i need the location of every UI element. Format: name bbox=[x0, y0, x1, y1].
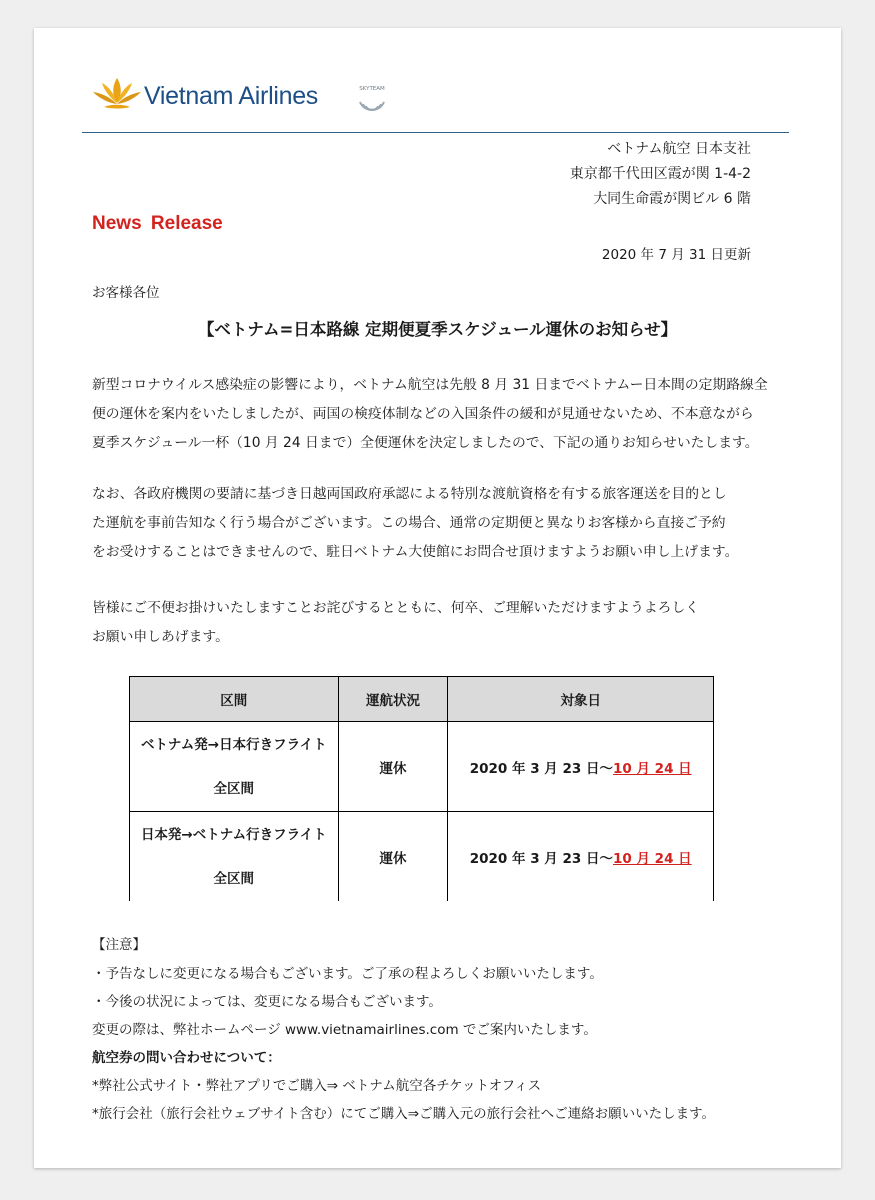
date-start: 2020 年 3 月 23 日〜 bbox=[469, 850, 613, 867]
inquiry-heading: 航空券の問い合わせについて： bbox=[92, 1050, 281, 1066]
status-cell: 運休 bbox=[338, 722, 448, 812]
paragraph-line: 皆様にご不便お掛けいたしますことお詫びするとともに、何卒、ご理解いただけますようよろしく bbox=[92, 600, 700, 616]
schedule-table bbox=[129, 676, 714, 901]
paragraph-line: お願い申しあげます。 bbox=[92, 629, 229, 645]
date-cell bbox=[448, 812, 714, 902]
paragraph-3 bbox=[92, 594, 792, 652]
note-item: ・今後の状況によっては、変更になる場合もございます。 bbox=[92, 994, 442, 1010]
paragraph-line: た運航を事前告知なく行う場合がございます。この場合、通常の定期便と異なりお客様から直接ご予約 bbox=[92, 515, 726, 531]
paragraph-line: 夏季スケジュール一杯（10 月 24 日まで）全便運休を決定しましたので、下記の通りお知らせいたします。 bbox=[92, 435, 759, 451]
paragraph-1 bbox=[92, 371, 792, 458]
paragraph-line: をお受けすることはできませんので、駐日ベトナム大使館にお問合せ頂けますようお願い申し上げます。 bbox=[92, 544, 739, 560]
logo-text: Vietnam Airlines bbox=[144, 82, 318, 110]
paragraph-2 bbox=[92, 480, 792, 567]
update-date: 2020 年 7 月 31 日更新 bbox=[601, 247, 751, 263]
page-title: 【ベトナム=日本路線 定期便夏季スケジュール運休のお知らせ】 bbox=[197, 320, 678, 339]
salutation: お客様各位 bbox=[92, 285, 160, 301]
date-end: 10 月 24 日 bbox=[613, 760, 692, 777]
paragraph-line: 新型コロナウイルス感染症の影響により，ベトナム航空は先般 8 月 31 日までベトナムー日本間の定期路線全 bbox=[92, 377, 768, 393]
address-line-2: 東京都千代田区霞が関 1-4-2 bbox=[569, 166, 751, 182]
inquiry-item: *弊社公式サイト・弊社アプリでご購入⇒ ベトナム航空各チケットオフィス bbox=[92, 1078, 542, 1094]
header-route: 区間 bbox=[130, 677, 339, 722]
route-cell bbox=[130, 722, 339, 812]
notes-heading: 【注意】 bbox=[92, 937, 146, 953]
inquiry-item: *旅行会社（旅行会社ウェブサイト含む）にてご購入⇒ご購入元の旅行会社へご連絡お願いいたします。 bbox=[92, 1106, 715, 1122]
date-cell bbox=[448, 722, 714, 812]
route-scope: 全区間 bbox=[213, 870, 255, 887]
note-item: ・予告なしに変更になる場合もございます。ご了承の程よろしくお願いいたします。 bbox=[92, 966, 603, 982]
status-cell: 運休 bbox=[338, 812, 448, 902]
route-name: ベトナム発→日本行きフライト bbox=[140, 736, 327, 753]
header-divider bbox=[82, 132, 789, 133]
header-date: 対象日 bbox=[448, 677, 714, 722]
route-name: 日本発→ベトナム行きフライト bbox=[140, 826, 327, 843]
table-row bbox=[130, 722, 714, 812]
news-release-heading: News Release bbox=[92, 213, 223, 234]
address-line-3: 大同生命霞が関ビル 6 階 bbox=[593, 191, 751, 207]
route-scope: 全区間 bbox=[213, 780, 255, 797]
vietnam-airlines-logo bbox=[92, 72, 392, 118]
lotus-icon bbox=[92, 76, 142, 112]
address-line-1: ベトナム航空 日本支社 bbox=[607, 141, 751, 157]
paragraph-line: 便の運休を案内をいたしましたが、両国の検疫体制などの入国条件の緩和が見通せないため、不本意ながら bbox=[92, 406, 754, 422]
document-page bbox=[34, 28, 841, 1168]
homepage-line: 変更の際は、弊社ホームページ www.vietnamairlines.com でご案内いたします。 bbox=[92, 1022, 597, 1038]
skyteam-icon bbox=[354, 78, 390, 114]
table-header-row bbox=[130, 677, 714, 722]
route-cell bbox=[130, 812, 339, 902]
header-status: 運航状況 bbox=[338, 677, 448, 722]
skyteam-text: SKYTEAM bbox=[359, 86, 385, 92]
date-end: 10 月 24 日 bbox=[613, 850, 692, 867]
table-row bbox=[130, 812, 714, 902]
paragraph-line: なお、各政府機関の要請に基づき日越両国政府承認による特別な渡航資格を有する旅客運送を目的とし bbox=[92, 486, 727, 502]
date-start: 2020 年 3 月 23 日〜 bbox=[469, 760, 613, 777]
